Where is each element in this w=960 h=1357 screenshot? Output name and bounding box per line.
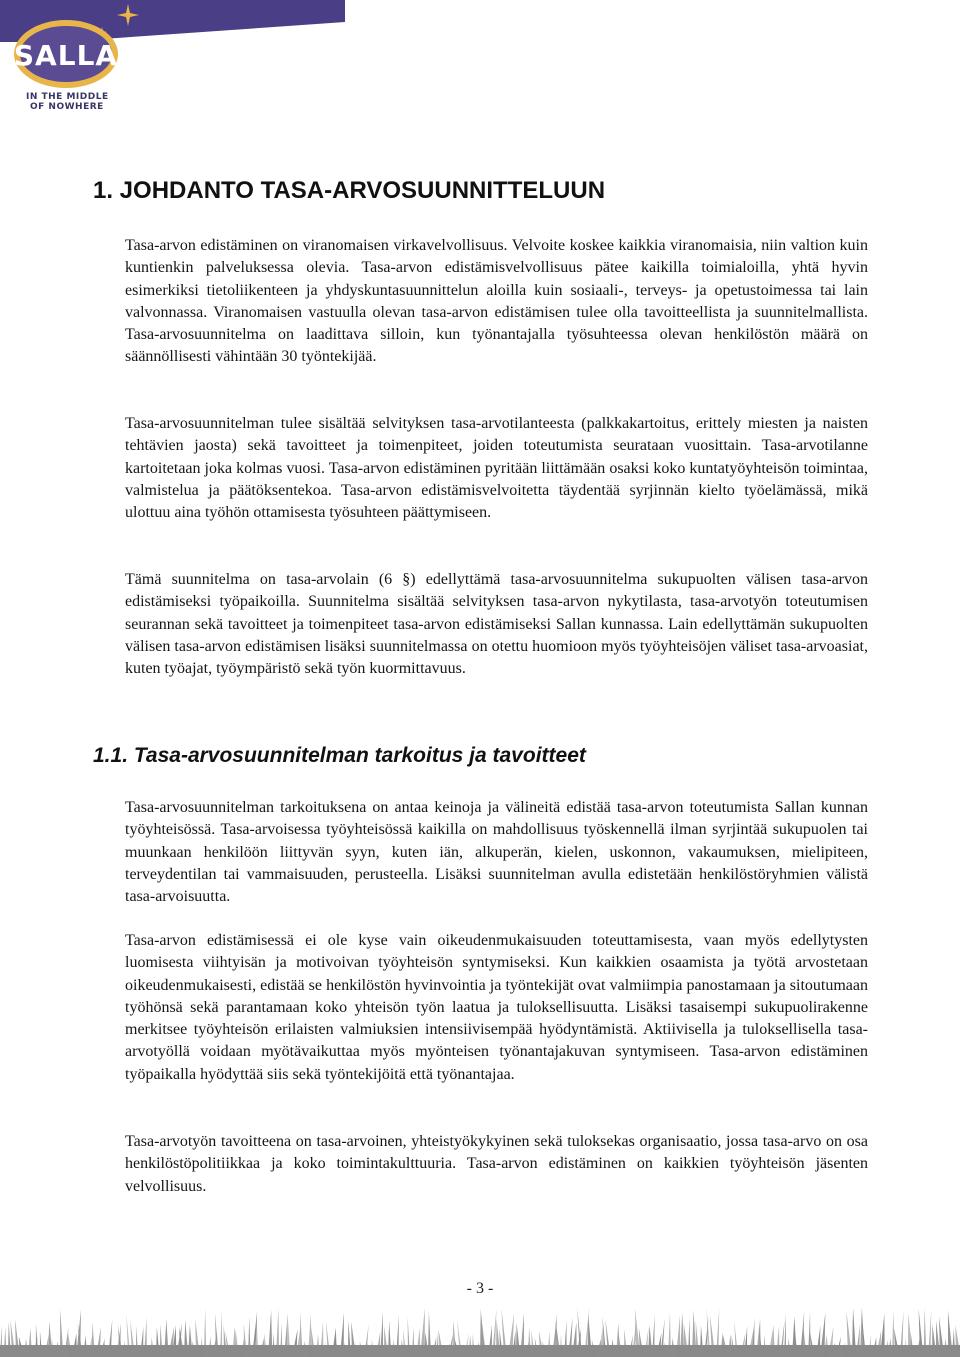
logo-tagline: IN THE MIDDLE OF NOWHERE	[26, 92, 109, 112]
body-paragraph: Tasa-arvosuunnitelman tulee sisältää selvityksen tasa-arvotilanteesta (palkkakartoitus, erittely miesten ja naisten tehtävien jaosta) sekä tavoitteet ja toimenpiteet, joiden toteutumista seurataan vuosittain. Tasa-arvotilanne kartoitetaan joka kolmas vuosi. Tasa-arvon edistäminen pyritään liittämään osaksi koko kuntatyöyhteisön toimintaa, valmistelua ja päätöksentekoa. Tasa-arvon edistämisvelvoitetta täydentää syrjinnän kielto työelämässä, mikä ulottuu aina työhön ottamisesta työsuhteen päättymiseen.	[125, 415, 868, 522]
page-number: - 3 -	[466, 1280, 494, 1297]
section-heading: 1.1. Tasa-arvosuunnitelman tarkoitus ja tavoitteet	[93, 744, 586, 767]
body-paragraph: Tämä suunnitelma on tasa-arvolain (6 §) edellyttämä tasa-arvosuunnitelma sukupuolten välisen tasa-arvon edistämiseksi työpaikoilla. Suunnitelma sisältää selvityksen tasa-arvon nykytilasta, tasa-arvotyön toteutumisen seurannan sekä tavoitteet ja toimenpiteet tasa-arvon edistämiseksi Sallan kunnassa. Lain edellyttämän sukupuolten välisen tasa-arvon edistämisen lisäksi suunnitelmassa on otettu huomioon myös työyhteisöjen väliset tasa-arvoasiat, kuten työajat, työympäristö sekä työn kuormittavuus.	[125, 571, 868, 678]
body-paragraph: Tasa-arvosuunnitelman tarkoituksena on antaa keinoja ja välineitä edistää tasa-arvon toteutumista Sallan kunnan työyhteisössä. Tasa-arvoisessa työyhteisössä kaikilla on mahdollisuus työskennellä ilman syrjintää sukupuolen tai muunkaan henkilöön liittyvän syyn, kuten iän, alkuperän, kielen, uskonnon, vakaumuksen, mielipiteen, terveydentilan tai vammaisuuden, perusteella. Lisäksi suunnitelman avulla edistetään henkilöstöryhmien välistä tasa-arvoisuutta.	[125, 799, 868, 906]
body-paragraph: Tasa-arvotyön tavoitteena on tasa-arvoinen, yhteistyökykyinen sekä tuloksekas organisaatio, jossa tasa-arvo on osa henkilöstöpolitiikkaa ja koko toimintakulttuuria. Tasa-arvon edistäminen on kaikkien työyhteisön jäsenten velvollisuus.	[125, 1133, 868, 1195]
salla-emblem	[8, 4, 126, 94]
chapter-heading: 1. JOHDANTO TASA-ARVOSUUNNITTELUUN	[93, 177, 606, 204]
footer-grass-decoration	[0, 1295, 960, 1357]
body-paragraph: Tasa-arvon edistämisessä ei ole kyse vain oikeudenmukaisuuden toteuttamisesta, vaan myös edellytysten luomisesta viihtyisän ja motivoivan työyhteisön syntymiseksi. Kun kaikkien osaamista ja työtä arvostetaan oikeudenmukaisesti, edistää se henkilöstön hyvinvointia ja työntekijät ovat valmiimpia panostamaan ja sitoutumaan työhönsä sekä parantamaan koko yhteisön työn laatua ja tuloksellisuutta. Lisäksi tasaisempi sukupuolirakenne merkitsee työyhteisön erilaisten valmiuksien intensiivisempää hyödyntämistä. Aktiivisella ja tuloksellisella tasa-arvotyöllä voidaan myötävaikuttaa myös myönteisen työnantajakuvan syntymiseen. Tasa-arvon edistäminen työpaikalla hyödyttää siis sekä työntekijöitä että työnantajaa.	[125, 932, 868, 1083]
body-paragraph: Tasa-arvon edistäminen on viranomaisen virkavelvollisuus. Velvoite koskee kaikkia viranomaisia, niin valtion kuin kuntienkin palveluksessa olevia. Tasa-arvon edistämisvelvollisuus pätee kaikilla toimialoilla, yhtä hyvin esimerkiksi tietoliikenteen ja yhdyskuntasuunnittelun aloilla kuin sosiaali-, terveys- ja opetustoimessa tai lain valvonnassa. Viranomaisen vastuulla olevan tasa-arvon edistämisen tulee olla tavoitteellista ja suunnitelmallista. Tasa-arvosuunnitelma on laadittava silloin, kun työnantajalla työsuhteessa olevan henkilöstön määrä on säännöllisesti vähintään 30 työntekijää.	[125, 237, 868, 366]
svg-text:SALLA: SALLA	[13, 39, 119, 72]
salla-logo	[8, 4, 126, 122]
